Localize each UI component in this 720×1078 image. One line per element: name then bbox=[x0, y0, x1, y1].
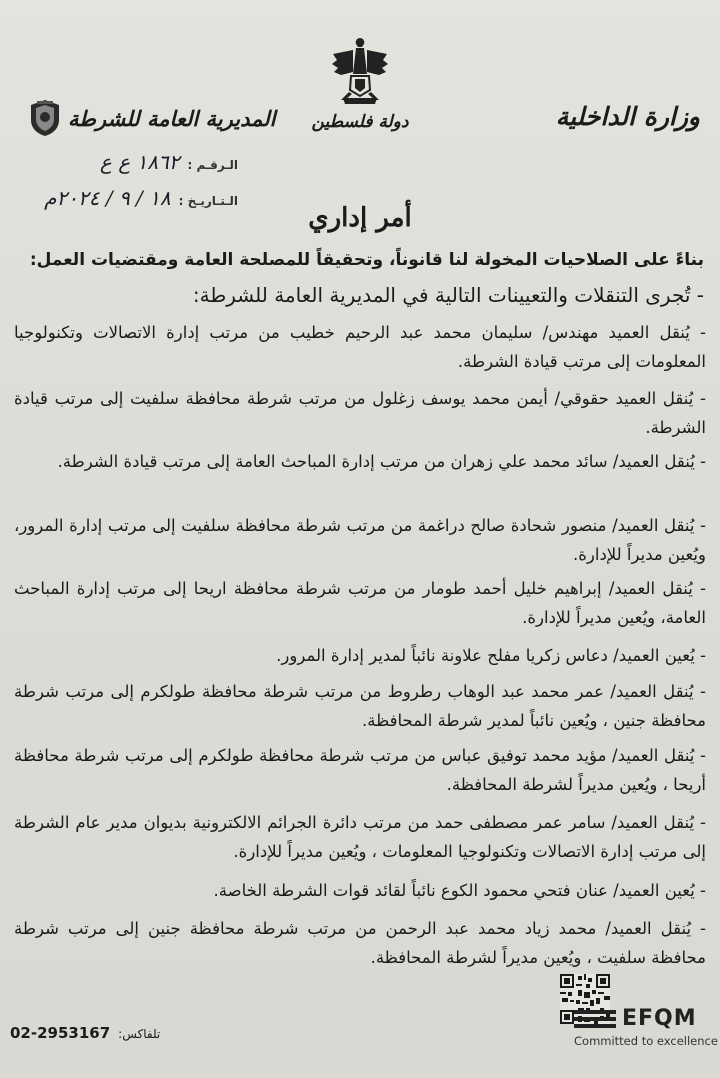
reference-number-value: ١٨٦٢ ع ع bbox=[99, 150, 180, 174]
order-item: - يُنقل العميد/ إبراهيم خليل أحمد طومار من مرتب شرطة محافظة اريحا إلى مرتب إدارة المباحث العامة، ويُعين مديراً للإدارة. bbox=[14, 579, 706, 627]
police-logo-icon bbox=[28, 98, 62, 138]
order-item: - يُنقل العميد/ مؤيد محمد توفيق عباس من مرتب شرطة محافظة طولكرم إلى مرتب شرطة محافظة أريحا ، ويُعين مديراً لشرطة المحافظة. bbox=[14, 746, 706, 794]
order-item: - يُعين العميد/ دعاس زكريا مفلح علاونة نائباً لمدير إدارة المرور. bbox=[276, 646, 706, 665]
order-item: - يُنقل العميد/ محمد زياد محمد عبد الرحمن من مرتب شرطة محافظة جنين إلى مرتب شرطة محافظة سلفيت ، ويُعين مديراً لشرطة المحافظة. bbox=[14, 919, 706, 967]
directorate-block bbox=[28, 98, 275, 138]
document-lead: - تُجرى التنقلات والتعيينات التالية في المديرية العامة للشرطة: bbox=[192, 283, 704, 307]
efqm-bars-icon bbox=[574, 1008, 618, 1030]
order-item: - يُنقل العميد/ منصور شحادة صالح دراغمة من مرتب شرطة محافظة سلفيت إلى مرتب إدارة المرور، ويُعين مديراً للإدارة. bbox=[14, 516, 706, 564]
efqm-tagline: Committed to excellence bbox=[574, 1034, 718, 1048]
directorate-name: المديرية العامة للشرطة bbox=[68, 105, 276, 131]
order-item: - يُنقل العميد/ عمر محمد عبد الوهاب رطروط من مرتب شرطة محافظة طولكرم إلى مرتب شرطة محافظة جنين ، ويُعين نائباً لمدير شرطة المحافظة. bbox=[14, 682, 706, 730]
order-item: - يُعين العميد/ عنان فتحي محمود الكوع نائباً لقائد قوات الشرطة الخاصة. bbox=[213, 881, 706, 900]
state-name: دولة فلسطين bbox=[311, 112, 409, 132]
document-title: أمر إداري bbox=[308, 203, 412, 233]
order-item: - يُنقل العميد/ سامر عمر مصطفى حمد من مرتب دائرة الجرائم الالكترونية بديوان مدير عام الشرطة إلى مرتب إدارة الاتصالات وتكنولوجيا المعلومات ، ويُعين مديراً للإدارة. bbox=[14, 813, 706, 861]
reference-number-label: الـرقـم : bbox=[187, 158, 238, 172]
fax-number: 02-2953167 bbox=[10, 1024, 111, 1042]
state-emblem-block bbox=[300, 34, 420, 132]
order-item: - يُنقل العميد حقوقي/ أيمن محمد يوسف زغلول من مرتب شرطة محافظة سلفيت إلى مرتب قيادة الشرطة. bbox=[14, 389, 706, 437]
order-item: - يُنقل العميد مهندس/ سليمان محمد عبد الرحيم خطيب من مرتب إدارة الاتصالات وتكنولوجيا المعلومات إلى مرتب قيادة الشرطة. bbox=[14, 323, 706, 371]
order-item: - يُنقل العميد/ سائد محمد علي زهران من مرتب إدارة المباحث العامة إلى مرتب قيادة الشرطة. bbox=[57, 452, 706, 471]
fax-block bbox=[10, 1024, 160, 1042]
document-intro: بناءً على الصلاحيات المخولة لنا قانوناً، وتحقيقاً للمصلحة العامة ومقتضيات العمل: bbox=[29, 250, 704, 270]
reference-number-row bbox=[58, 150, 238, 186]
efqm-wordmark: EFQM bbox=[622, 1006, 697, 1031]
ministry-name: وزارة الداخلية bbox=[555, 102, 700, 131]
fax-label: تلفاكس: bbox=[118, 1027, 161, 1041]
reference-date-label: الـتـاريـخ : bbox=[178, 194, 238, 208]
reference-date-value: ١٨ / ٩ / ٢٠٢٤م bbox=[44, 186, 171, 210]
efqm-badge bbox=[574, 1006, 718, 1048]
eagle-emblem-icon bbox=[329, 34, 391, 110]
